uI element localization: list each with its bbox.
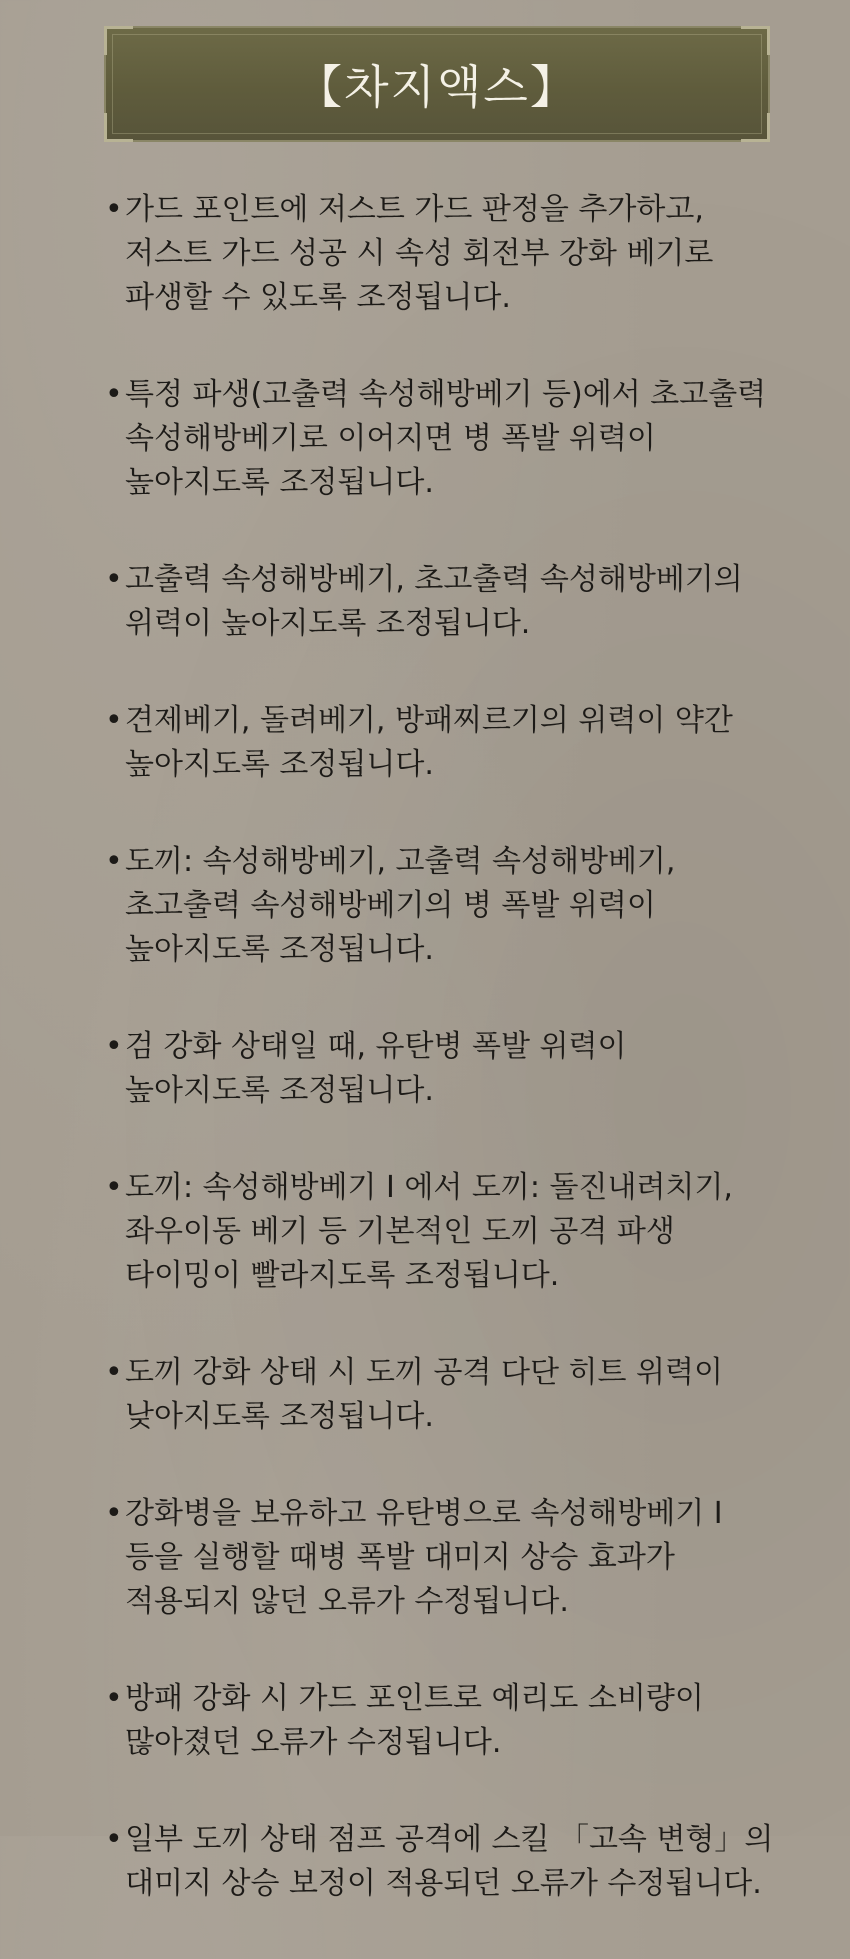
corner-ornament bbox=[104, 26, 133, 55]
note-text: 도끼: 속성해방베기 I 에서 도끼: 돌진내려치기, 좌우이동 베기 등 기본적인 도끼 공격 파생 타이밍이 빨라지도록 조정됩니다. bbox=[125, 1170, 733, 1293]
bullet-icon: • bbox=[105, 1681, 123, 1716]
bullet-icon: • bbox=[105, 1170, 123, 1205]
note-item bbox=[105, 840, 777, 972]
corner-ornament bbox=[104, 113, 133, 142]
note-item bbox=[105, 699, 777, 787]
corner-ornament bbox=[741, 26, 770, 55]
note-item bbox=[105, 1677, 777, 1765]
bullet-icon: • bbox=[105, 192, 123, 227]
note-item bbox=[105, 1818, 777, 1906]
note-item bbox=[105, 1351, 777, 1439]
note-text: 가드 포인트에 저스트 가드 판정을 추가하고, 저스트 가드 성공 시 속성 회전부 강화 베기로 파생할 수 있도록 조정됩니다. bbox=[125, 192, 714, 315]
note-item bbox=[105, 373, 777, 505]
note-item bbox=[105, 1492, 777, 1624]
note-text: 도끼: 속성해방베기, 고출력 속성해방베기, 초고출력 속성해방베기의 병 폭발 위력이 높아지도록 조정됩니다. bbox=[125, 844, 676, 967]
note-text: 도끼 강화 상태 시 도끼 공격 다단 히트 위력이 낮아지도록 조정됩니다. bbox=[125, 1355, 723, 1434]
bullet-icon: • bbox=[105, 844, 123, 879]
title-banner bbox=[104, 26, 770, 142]
note-text: 일부 도끼 상태 점프 공격에 스킬 「고속 변형」의 대미지 상승 보정이 적용되던 오류가 수정됩니다. bbox=[125, 1822, 774, 1901]
bullet-icon: • bbox=[105, 1355, 123, 1390]
note-text: 검 강화 상태일 때, 유탄병 폭발 위력이 높아지도록 조정됩니다. bbox=[125, 1029, 627, 1108]
note-item bbox=[105, 1166, 777, 1298]
page-title: 【차지액스】 bbox=[296, 60, 578, 114]
note-item bbox=[105, 1025, 777, 1113]
bullet-icon: • bbox=[105, 703, 123, 738]
bullet-icon: • bbox=[105, 377, 123, 412]
note-item bbox=[105, 188, 777, 320]
bullet-icon: • bbox=[105, 1029, 123, 1064]
bullet-icon: • bbox=[105, 1822, 123, 1857]
note-text: 방패 강화 시 가드 포인트로 예리도 소비량이 많아졌던 오류가 수정됩니다. bbox=[125, 1681, 704, 1760]
note-text: 견제베기, 돌려베기, 방패찌르기의 위력이 약간 높아지도록 조정됩니다. bbox=[125, 703, 733, 782]
note-item bbox=[105, 558, 777, 646]
bullet-icon: • bbox=[105, 562, 123, 597]
note-text: 강화병을 보유하고 유탄병으로 속성해방베기 I 등을 실행할 때병 폭발 대미지 상승 효과가 적용되지 않던 오류가 수정됩니다. bbox=[125, 1496, 723, 1619]
note-text: 특정 파생(고출력 속성해방베기 등)에서 초고출력 속성해방베기로 이어지면 병 폭발 위력이 높아지도록 조정됩니다. bbox=[125, 377, 767, 500]
note-text: 고출력 속성해방베기, 초고출력 속성해방베기의 위력이 높아지도록 조정됩니다. bbox=[125, 562, 743, 641]
bullet-icon: • bbox=[105, 1496, 123, 1531]
patch-notes-list bbox=[105, 188, 777, 1959]
corner-ornament bbox=[741, 113, 770, 142]
